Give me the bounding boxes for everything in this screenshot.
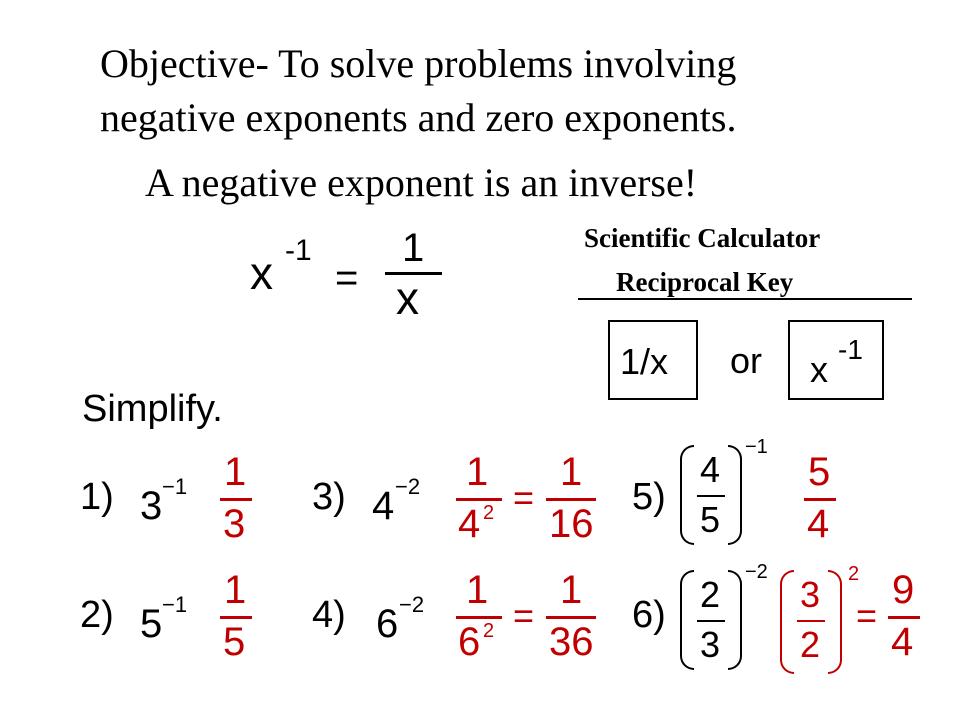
- problem-4-result-denominator: 36: [549, 620, 594, 664]
- problem-6-answer-denominator: 4: [891, 620, 914, 664]
- definition-equals: =: [335, 256, 359, 300]
- definition-denominator: x: [396, 272, 419, 324]
- objective-line-1: Objective- To solve problems involving: [100, 41, 737, 86]
- problem-3-result-bar: [546, 498, 596, 501]
- problem-6-mid-bar: [797, 620, 825, 622]
- problem-6-equals: =: [856, 595, 878, 636]
- problem-5-inner-numerator: 4: [700, 449, 721, 490]
- problem-6-answer-bar: [888, 616, 920, 619]
- problem-4-answer-bar: [456, 616, 502, 619]
- reciprocal-key-1-over-x: [608, 320, 698, 400]
- problem-1-base: 3: [140, 484, 163, 528]
- simplify-label: Simplify.: [82, 388, 223, 430]
- problem-2-answer-denominator: 5: [223, 620, 246, 664]
- problem-6-left-paren: [680, 570, 694, 670]
- problem-3-answer-den-base: 4: [458, 502, 481, 546]
- problem-1-exponent: −1: [162, 474, 188, 499]
- problem-3-answer-bar: [456, 498, 502, 501]
- problem-6-right-paren: [728, 570, 742, 670]
- problem-5-left-paren: [680, 445, 694, 545]
- calculator-subtitle: Reciprocal Key: [616, 267, 794, 297]
- problem-6-exponent: −2: [745, 561, 768, 583]
- reciprocal-key-1-over-x-label: 1/x: [620, 341, 669, 382]
- problem-1-label: 1): [80, 476, 114, 518]
- objective-line-2: negative exponents and zero exponents.: [100, 95, 737, 140]
- problem-3-result-numerator: 1: [560, 450, 583, 494]
- problem-6-mid-right-paren: [828, 570, 842, 674]
- problem-5-inner-denominator: 5: [700, 499, 721, 540]
- problem-4-answer-numerator: 1: [466, 568, 489, 612]
- calculator-underline: [578, 298, 912, 300]
- problem-1-answer-numerator: 1: [224, 450, 247, 494]
- definition-base: x: [250, 247, 273, 299]
- definition-numerator: 1: [402, 226, 425, 270]
- problem-5-right-paren: [728, 445, 742, 545]
- problem-4-result-numerator: 1: [560, 568, 583, 612]
- problem-5-answer-denominator: 4: [807, 502, 830, 546]
- problem-6-mid-denominator: 2: [800, 624, 821, 665]
- problem-4-result-bar: [546, 616, 596, 619]
- reciprocal-key-x-inverse-base: x: [810, 349, 828, 390]
- problem-3-result-denominator: 16: [549, 502, 594, 546]
- problem-6-inner-bar: [697, 620, 725, 622]
- problem-5-exponent: −1: [745, 436, 768, 458]
- problem-1-answer-bar: [220, 498, 252, 501]
- calculator-or: or: [730, 340, 763, 381]
- problem-6-mid-left-paren: [780, 570, 794, 674]
- problem-3-equals: =: [513, 477, 535, 518]
- problem-6-inner-denominator: 3: [700, 624, 721, 665]
- problem-1-answer-denominator: 3: [223, 502, 246, 546]
- problem-3-base: 4: [372, 484, 395, 528]
- problem-4-answer-den-base: 6: [458, 620, 481, 664]
- problem-5-label: 5): [632, 476, 666, 518]
- problem-6-mid-numerator: 3: [800, 574, 821, 615]
- problem-2-answer-numerator: 1: [224, 568, 247, 612]
- problem-5-inner-bar: [697, 495, 725, 497]
- problem-3-answer-den-exp: 2: [483, 502, 495, 524]
- problem-3-answer-numerator: 1: [466, 450, 489, 494]
- problem-4-base: 6: [376, 602, 399, 646]
- problem-2-answer-bar: [220, 616, 252, 619]
- problem-2-exponent: −1: [162, 592, 188, 617]
- problem-4-label: 4): [312, 594, 346, 636]
- inverse-statement: A negative exponent is an inverse!: [145, 160, 698, 205]
- problem-3-label: 3): [312, 476, 346, 518]
- problem-4-exponent: −2: [399, 592, 425, 617]
- problem-2-label: 2): [80, 594, 114, 636]
- problem-2-base: 5: [140, 602, 163, 646]
- reciprocal-key-x-inverse-exp: -1: [838, 334, 863, 365]
- problem-3-exponent: −2: [395, 474, 421, 499]
- problem-4-answer-den-exp: 2: [483, 620, 495, 642]
- problem-6-label: 6): [632, 594, 666, 636]
- problem-6-inner-numerator: 2: [700, 574, 721, 615]
- problem-6-mid-exponent: 2: [848, 563, 860, 585]
- problem-5-answer-bar: [804, 498, 836, 501]
- problem-6-answer-numerator: 9: [892, 568, 915, 612]
- problem-5-answer-numerator: 5: [808, 450, 831, 494]
- definition-exponent: -1: [285, 234, 312, 267]
- reciprocal-key-x-inverse: [788, 320, 884, 400]
- problem-4-equals: =: [513, 595, 535, 636]
- calculator-title: Scientific Calculator: [584, 223, 821, 253]
